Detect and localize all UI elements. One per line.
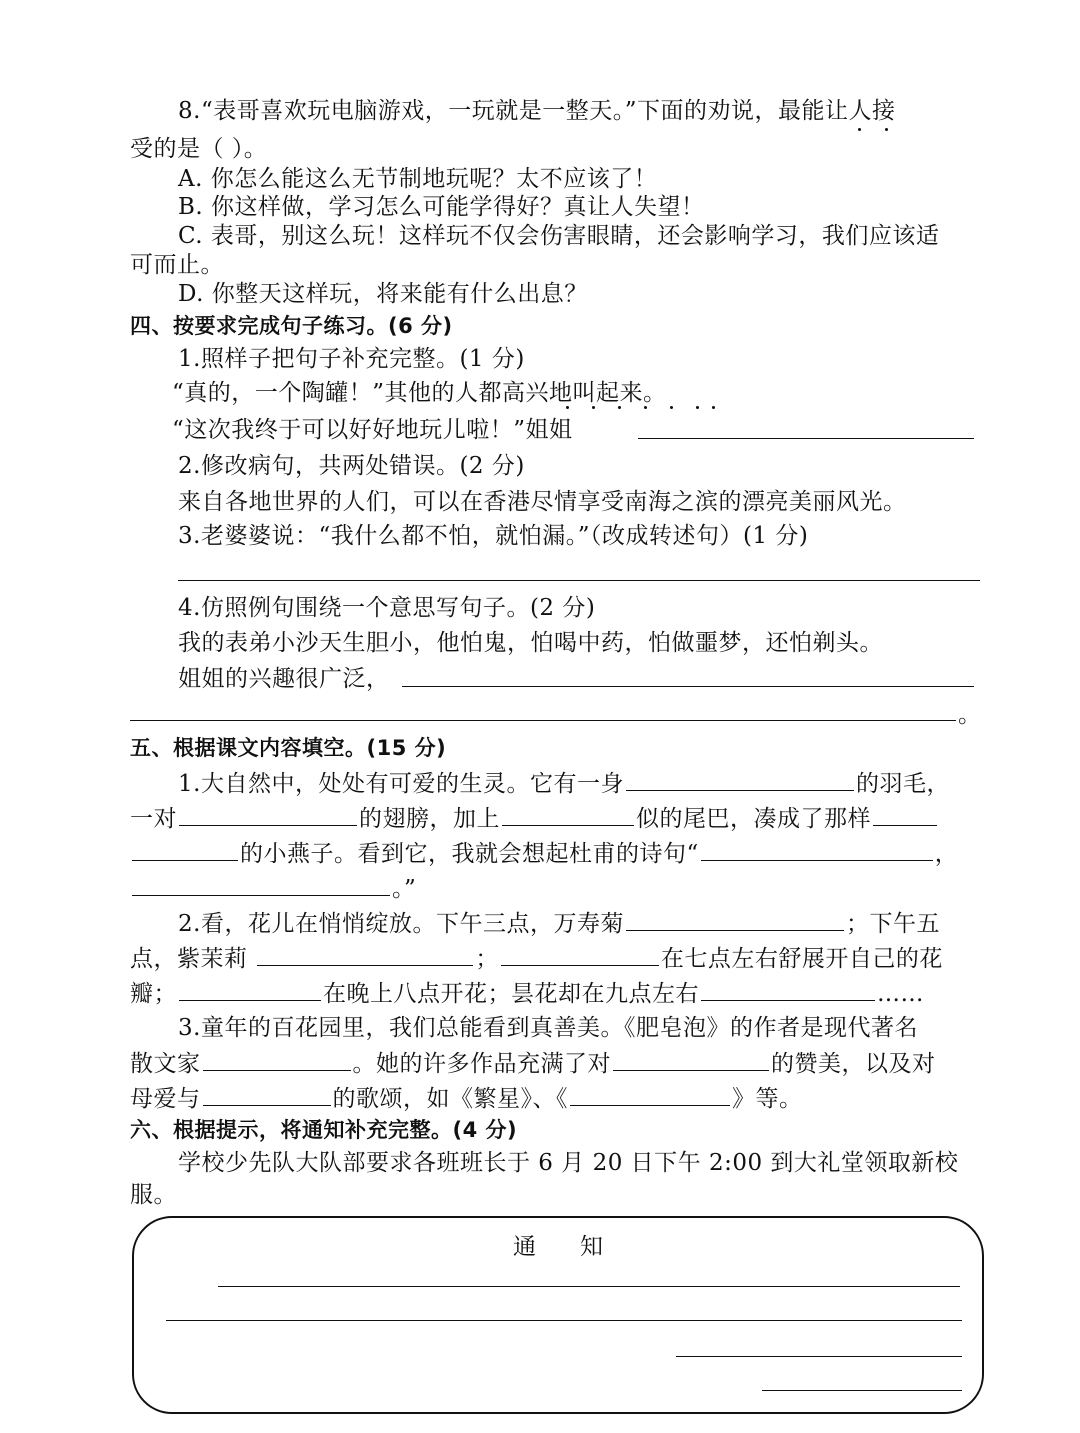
blank[interactable] <box>701 838 933 861</box>
blank[interactable] <box>502 803 634 826</box>
notice-answer-line-1[interactable] <box>218 1286 960 1287</box>
q8-stem-line2: 受的是（ ）。 <box>130 136 268 162</box>
notice-date-line[interactable] <box>762 1390 962 1391</box>
s5-q2-text: 在七点左右舒展开自己的花 <box>660 946 943 972</box>
s5-q1-text: 。” <box>392 876 417 902</box>
blank[interactable] <box>613 1048 769 1071</box>
s5-q2-text: ； <box>475 946 499 972</box>
s5-q1-text: 似的尾巴，凑成了那样 <box>636 806 871 832</box>
emphasis-dot <box>696 406 699 409</box>
s5-q3-line2 <box>130 1048 936 1079</box>
section6-title: 六、根据提示，将通知补充完整。(4 分) <box>130 1118 518 1142</box>
s4-q1-answer-line[interactable] <box>638 438 974 439</box>
s5-q3-text: 母爱与 <box>130 1086 201 1112</box>
blank[interactable] <box>570 1083 730 1106</box>
s4-q2-title: 2.修改病句，共两处错误。(2 分) <box>178 453 525 479</box>
notice-title: 通知 <box>513 1234 647 1260</box>
notice-box <box>132 1216 984 1414</box>
s5-q2-text: 在晚上八点开花；昙花却在九点左右 <box>323 981 699 1007</box>
s5-q3-text: 》等。 <box>732 1086 803 1112</box>
s4-q4-end-mark: 。 <box>958 702 982 728</box>
s5-q1-line2 <box>130 803 939 834</box>
s5-q2-line1 <box>178 908 940 939</box>
notice-signature-line[interactable] <box>676 1356 962 1357</box>
emphasis-dot <box>618 406 621 409</box>
s5-q3-line3 <box>130 1083 803 1114</box>
q8-option-a[interactable]: A. 你怎么能这么无节制地玩呢？太不应该了！ <box>178 166 658 192</box>
s5-q2-line3 <box>130 978 924 1009</box>
s5-q2-text: ；下午五 <box>845 911 940 937</box>
s4-q3-answer-line[interactable] <box>178 580 980 581</box>
emphasis-dot <box>858 128 861 131</box>
blank[interactable] <box>203 1083 331 1106</box>
blank[interactable] <box>179 978 321 1001</box>
emphasis-dot <box>644 406 647 409</box>
blank[interactable] <box>179 803 357 826</box>
s4-q4-title: 4.仿照例句围绕一个意思写句子。(2 分) <box>178 595 596 621</box>
q8-option-c[interactable]: C. 表哥，别这么玩！这样玩不仅会伤害眼睛，还会影响学习，我们应该适 <box>178 223 940 249</box>
s5-q3-line1: 3.童年的百花园里，我们总能看到真善美。《肥皂泡》的作者是现代著名 <box>178 1015 918 1041</box>
q8-option-d[interactable]: D. 你整天这样玩，将来能有什么出息？ <box>178 281 588 307</box>
q8-option-b[interactable]: B. 你这样做，学习怎么可能学得好？真让人失望！ <box>178 194 705 220</box>
s5-q2-text: 瓣； <box>130 981 177 1007</box>
s4-q2-text: 来自各地世界的人们，可以在香港尽情享受南海之滨的漂亮美丽风光。 <box>178 489 907 515</box>
emphasis-dot <box>566 406 569 409</box>
s4-q1-task: “这次我终于可以好好地玩儿啦！”姐姐 <box>172 417 573 443</box>
s5-q1-text: 1.大自然中，处处有可爱的生灵。它有一身 <box>178 771 624 797</box>
blank[interactable] <box>626 768 854 791</box>
s4-q3-title: 3.老婆婆说：“我什么都不怕，就怕漏。”（改成转述句）(1 分) <box>178 523 809 549</box>
s5-q1-text: 的翅膀，加上 <box>359 806 500 832</box>
blank[interactable] <box>501 943 659 966</box>
s5-q1-text: 的小燕子。看到它，我就会想起杜甫的诗句“ <box>240 841 699 867</box>
s5-q3-text: 散文家 <box>130 1051 201 1077</box>
s4-q1-title: 1.照样子把句子补充完整。(1 分) <box>178 346 525 372</box>
emphasis-dot <box>670 406 673 409</box>
s5-q3-text: 的歌颂，如《繁星》、《 <box>332 1086 568 1112</box>
q8-option-c-cont: 可而止。 <box>130 252 224 278</box>
s4-q1-example: “真的，一个陶罐！”其他的人都高兴地叫起来。 <box>172 380 667 406</box>
s5-q1-line1 <box>178 768 950 799</box>
s5-q2-text: 点，紫茉莉 <box>130 946 248 972</box>
s4-q4-task: 姐姐的兴趣很广泛， <box>178 666 390 692</box>
s5-q2-text: …… <box>877 981 924 1007</box>
blank[interactable] <box>701 978 875 1001</box>
section5-title: 五、根据课文内容填空。(15 分) <box>130 736 447 760</box>
blank[interactable] <box>203 1048 351 1071</box>
s5-q1-text: 一对 <box>130 806 177 832</box>
s6-prompt-line1: 学校少先队大队部要求各班班长于 6 月 20 日下午 2:00 到大礼堂领取新校 <box>178 1150 959 1176</box>
s6-prompt-line2: 服。 <box>130 1182 177 1208</box>
s4-q4-example: 我的表弟小沙天生胆小，他怕鬼，怕喝中药，怕做噩梦，还怕剃头。 <box>178 630 883 656</box>
s5-q2-text: 2.看，花儿在悄悄绽放。下午三点，万寿菊 <box>178 911 624 937</box>
emphasis-dot <box>712 406 715 409</box>
s5-q3-text: 的赞美，以及对 <box>771 1051 936 1077</box>
q8-stem-line1: 8.“表哥喜欢玩电脑游戏，一玩就是一整天。”下面的劝说，最能让人接 <box>178 98 896 124</box>
s5-q1-line4 <box>130 873 416 904</box>
notice-answer-line-2[interactable] <box>166 1320 962 1321</box>
s4-q4-answer-line-1[interactable] <box>402 686 974 687</box>
emphasis-dot <box>592 406 595 409</box>
blank[interactable] <box>257 943 473 966</box>
s5-q2-line2 <box>130 943 943 974</box>
blank[interactable] <box>132 873 390 896</box>
s5-q1-text: 的羽毛， <box>855 771 950 797</box>
emphasis-dot <box>885 128 888 131</box>
blank[interactable] <box>132 838 238 861</box>
s5-q1-text: ， <box>934 841 959 867</box>
s5-q3-text: 。她的许多作品充满了对 <box>352 1051 611 1077</box>
blank[interactable] <box>873 803 937 826</box>
s4-q4-answer-line-2[interactable] <box>130 720 956 721</box>
s5-q1-line3 <box>130 838 958 869</box>
section4-title: 四、按要求完成句子练习。(6 分) <box>130 314 453 338</box>
blank[interactable] <box>626 908 844 931</box>
